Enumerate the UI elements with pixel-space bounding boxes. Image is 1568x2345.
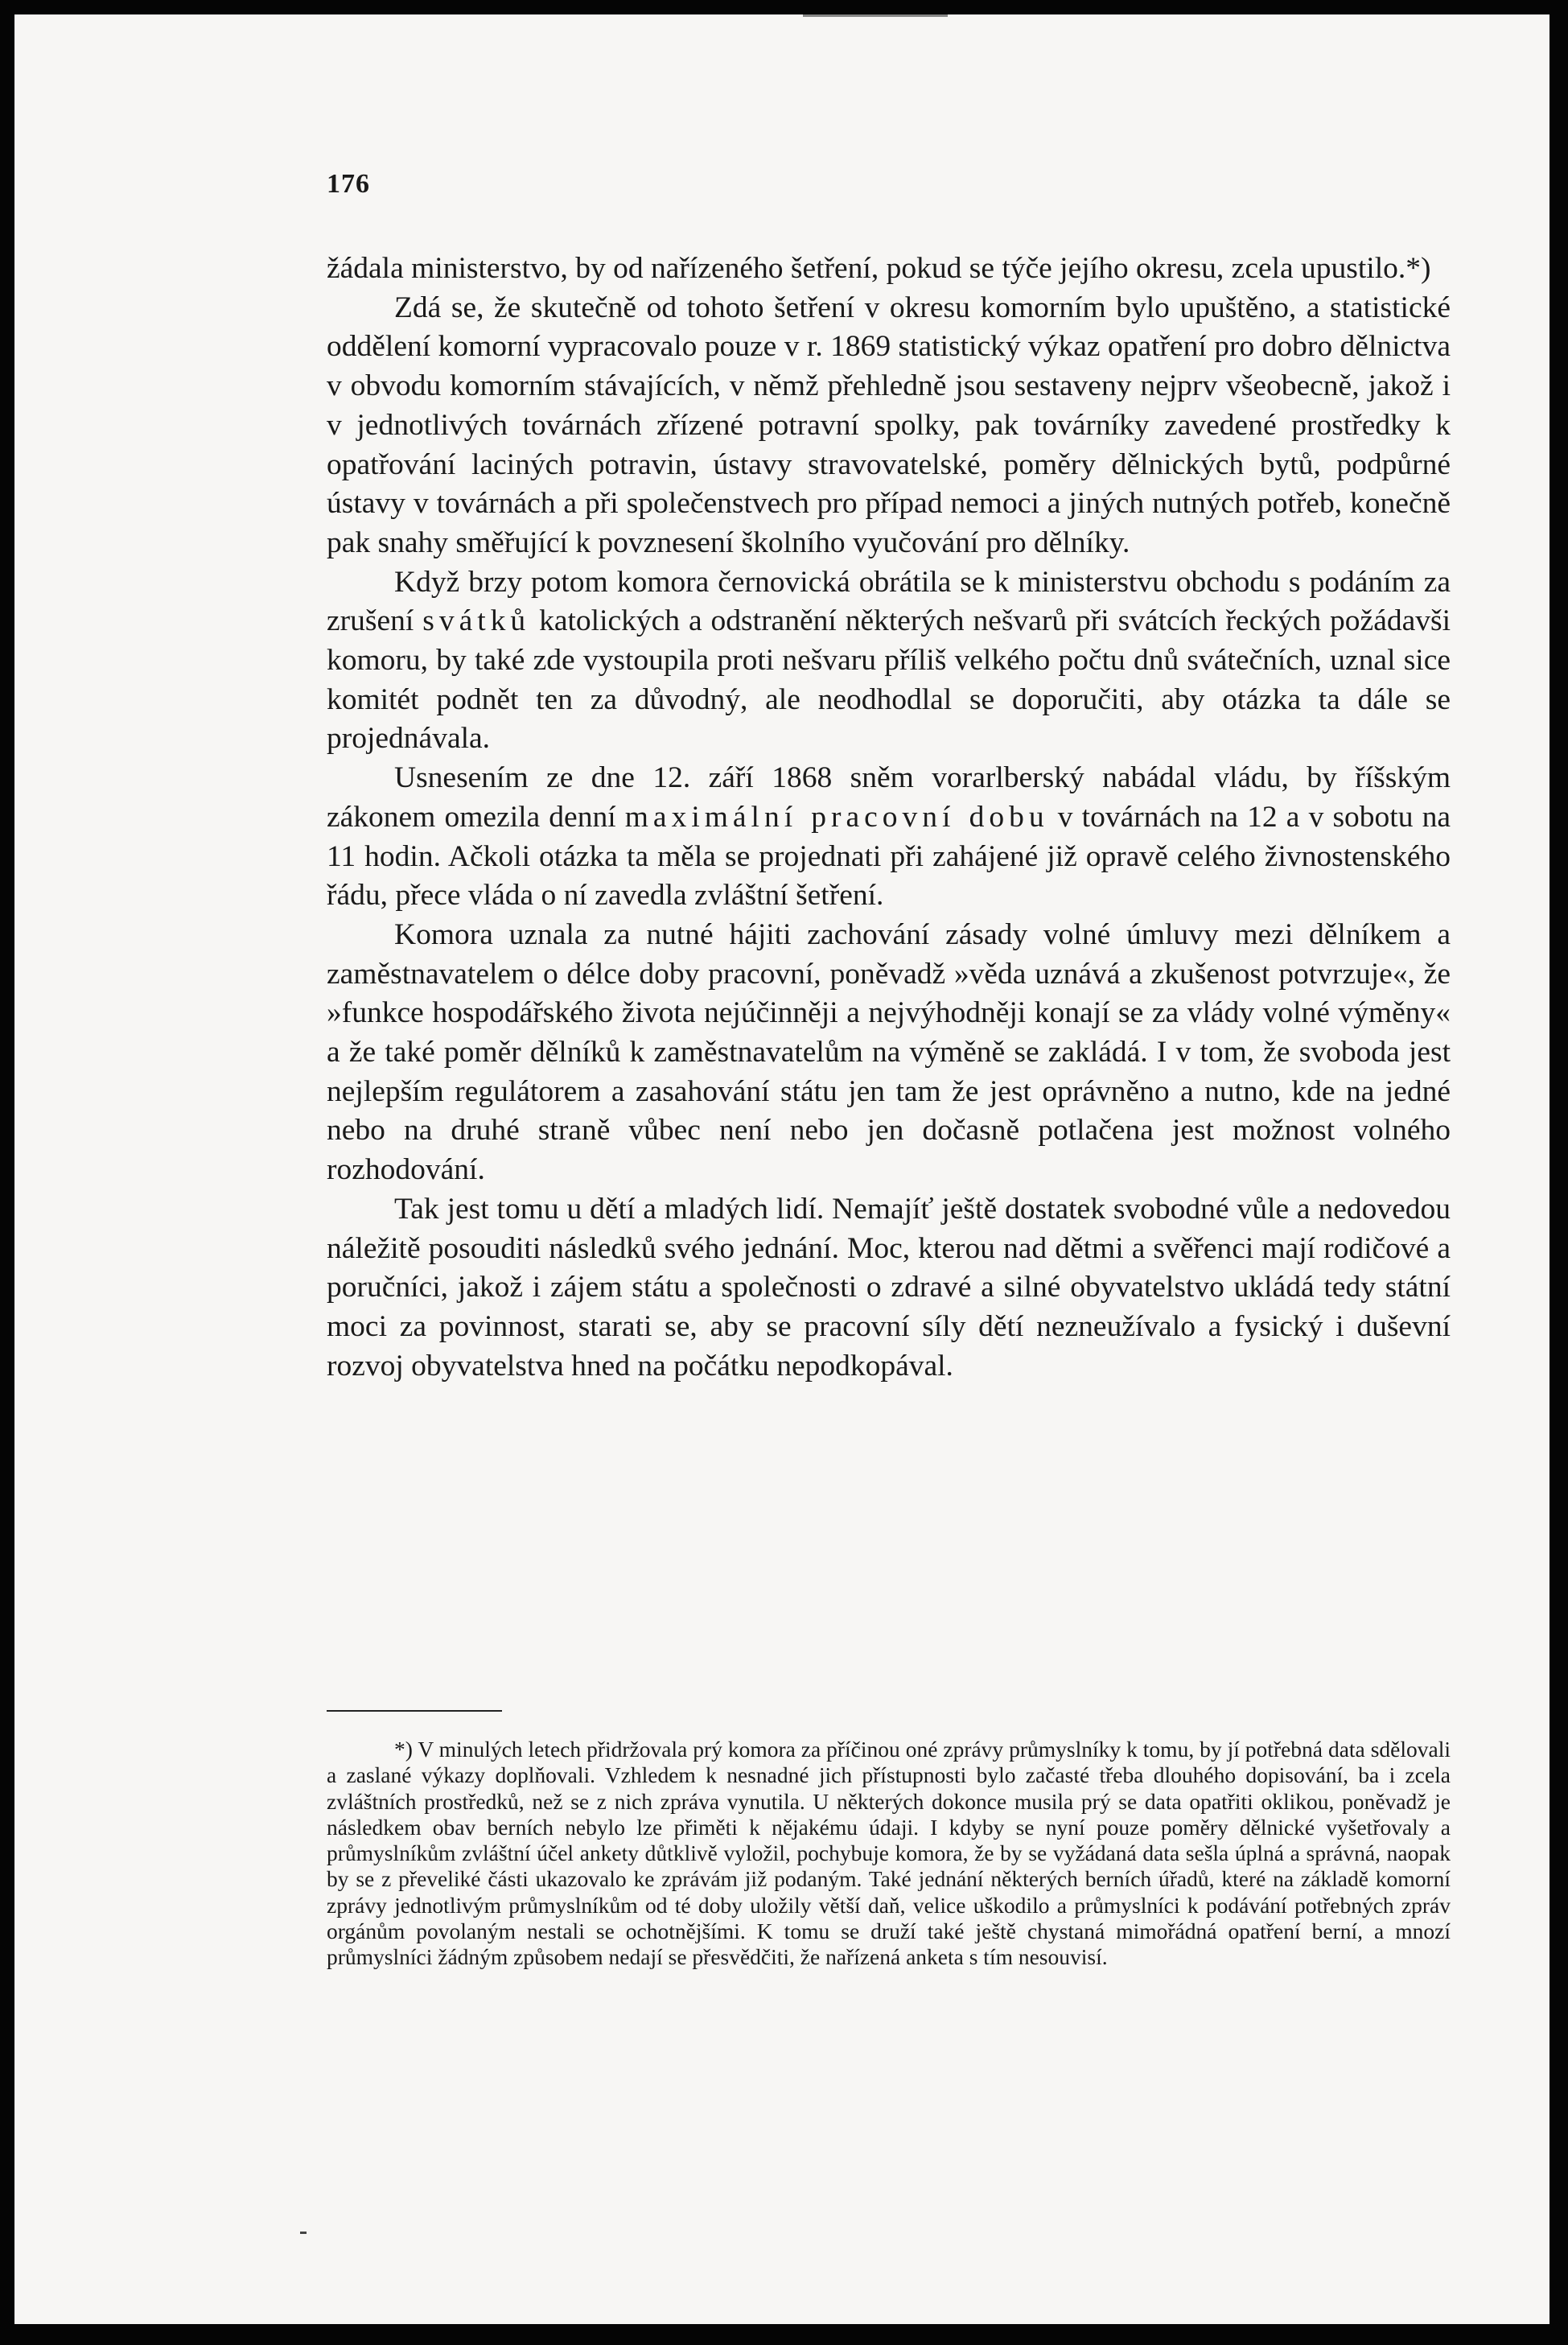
body-text xyxy=(327,249,1451,1386)
footnote: *) V minulých letech přidržovala prý komora za příčinou oné zprávy průmyslníky k tomu, by jí potřebná data sdělovali a zaslané výkazy doplňovali. Vzhledem k nesnadné jich přístupnosti bylo začasté třeba dlouhého dopisování, ba i zcela zvláštních prostředků, než se z nich zpráva vynutila. U některých dokonce musila prý se data opatřiti oklikou, poněvadž je následkem obav berních nebylo lze přiměti k nějakému údaji. I kdyby se nyní pouze poměry dělnické vyšetřovaly a průmyslníkům zvláštní účel ankety důtklivě vyložil, pochybuje komora, že by se vyžádaná data sešla úplná a správná, naopak by se z převeliké části ukazovalo ke zprávám již podaným. Také jednání některých berních úřadů, které na základě komorní zprávy jednotlivým průmyslníkům od té doby uložily větší daň, velice uškodilo a průmyslníci k podávání potřebných zpráv orgánům povolaným nestali se ochotnějšími. K tomu se druží také ještě chystaná mimořádná opatření berní, a mnozí průmyslníci žádným způsobem nedají se přesvědčiti, že nařízená anketa s tím nesouvisí. xyxy=(327,1737,1451,1970)
paragraph-text: katolických a odstranění některých nešvarů při svátcích řeckých požádavši komoru, by také zde vystoupila proti nešvaru příliš velkého počtu dnů svátečních, uznal sice komitét podnět ten za důvodný, ale neodhodlal se doporučiti, aby otázka ta dále se projednávala. xyxy=(327,604,1451,756)
scan-edge-mark xyxy=(803,14,948,17)
paragraph-text: Zdá se, že skutečně od tohoto šetření v okresu komorním bylo upuštěno, a statistické oddělení komorní vypracovalo pouze v r. 1869 statistický výkaz opatření pro dobro dělnictva v obvodu komorním stávajících, v němž přehledně jsou sestaveny nejprv všeobecně, jakož i v jednotlivých továrnách zřízené potravní spolky, pak továrníky zavedené prostředky k opatřování laciných potravin, ústavy stravovatelské, poměry dělnických bytů, podpůrné ústavy v továrnách a při společenstvech pro případ nemoci a jiných nutných potřeb, konečně pak snahy směřující k povznesení školního vyučování pro dělníky. xyxy=(327,291,1451,559)
paragraph xyxy=(327,289,1451,563)
spaced-emphasis-text: svátků xyxy=(422,604,531,638)
paragraph xyxy=(327,249,1451,289)
paragraph-text: Když brzy potom komora černovická obrátila se k ministerstvu obchodu s podáním za zrušení xyxy=(327,565,1451,638)
page-number: 176 xyxy=(327,169,370,199)
paragraph xyxy=(327,759,1451,916)
paragraph-text: Komora uznala za nutné hájiti zachování zásady volné úmluvy mezi dělníkem a zaměstnavatelem o délce doby pracovní, poněvadž »věda uznává a zkušenost potvrzuje«, že »funkce hospodářského života nejúčinněji a nejvýhodněji konají se za vlády volné výměny« a že také poměr dělníků k zaměstnavatelům na výměně se zakládá. I v tom, že svoboda jest nejlepším regulátorem a zasahování státu jen tam že jest oprávněno a nutno, kde na jedné nebo na druhé straně vůbec není nebo jen dočasně potlačena jest možnost volného rozhodování. xyxy=(327,917,1451,1187)
paragraph xyxy=(327,916,1451,1190)
paragraph-text: žádala ministerstvo, by od nařízeného šetření, pokud se týče jejího okresu, zcela upustilo.*) xyxy=(327,252,1431,285)
document-page xyxy=(14,14,1549,2324)
spaced-emphasis-text: maximální pracovní dobu xyxy=(624,800,1049,834)
paragraph xyxy=(327,563,1451,760)
paragraph-text: Usnesením ze dne 12. září 1868 sněm vorarlberský nabádal vládu, by říšským zákonem omezila denní xyxy=(327,761,1451,834)
stray-mark xyxy=(300,2232,307,2234)
paragraph xyxy=(327,1190,1451,1387)
paragraph-text: Tak jest tomu u dětí a mladých lidí. Nemajíť ještě dostatek svobodné vůle a nedovedou náležitě posouditi následků svého jednání. Moc, kterou nad dětmi a svěřenci mají rodičové a poručníci, jakož i zájem státu a společnosti o zdravé a silné obyvatelstvo ukládá tedy státní moci za povinnost, starati se, aby se pracovní síly dětí nezneužívalo a fysický i duševní rozvoj obyvatelstva hned na počátku nepodkopával. xyxy=(327,1192,1451,1383)
footnote-rule xyxy=(327,1710,502,1712)
paragraph-text: v továrnách na 12 a v sobotu na 11 hodin. Ačkoli otázka ta měla se projednati při zahájené již opravě celého živnostenského řádu, přece vláda o ní zavedla zvláštní šetření. xyxy=(327,800,1451,913)
